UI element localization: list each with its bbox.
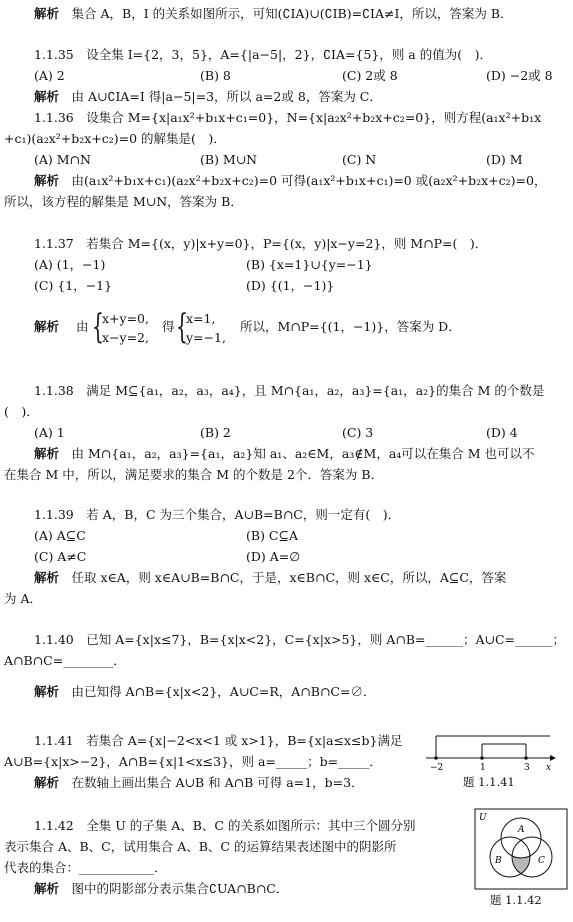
analysis-text-cont: 所以，该方程的解集是 M∪N，答案为 B．	[4, 194, 243, 209]
option-b: (B) 2	[200, 425, 231, 440]
analysis-mid: 得	[162, 319, 175, 334]
option-c: (C) N	[342, 152, 377, 167]
analysis-label: 解析	[34, 446, 60, 461]
question-stem-cont: +c₁)(a₂x²+b₂x+c₂)=0 的解集是( )．	[4, 131, 226, 146]
brace-right: {	[176, 307, 188, 347]
venn-diagram	[474, 808, 568, 890]
question-stem: 1.1.38 满足 M⊆{a₁，a₂，a₃，a₄}，且 M∩{a₁，a₂，a₃}={a₁，a₂}的集合 M 的个数是	[34, 383, 545, 398]
tick-label: 1	[480, 763, 486, 772]
option-b: (B) {x=1}∪{y=−1}	[246, 257, 373, 272]
tick-dot	[434, 756, 438, 760]
analysis-text: 图中的阴影部分表示集合∁UA∩B∩C．	[71, 881, 289, 896]
question-stem: 1.1.37 若集合 M={(x，y)|x+y=0}，P={(x，y)|x−y=2}，则 M∩P=( )．	[34, 236, 488, 251]
solution-eq-1: x=1,	[186, 311, 216, 326]
analysis-label: 解析	[34, 6, 60, 21]
brace-left: {	[92, 307, 104, 347]
question-stem: 1.1.36 设集合 M={x|a₁x²+b₁x+c₁=0}，N={x|a₂x²+b₂x+c₂=0}，则方程(a₁x²+b₁x	[34, 110, 542, 125]
question-stem: 1.1.40 已知 A={x|x≤7}，B={x|x<2}，C={x|x>5}，则 A∩B=______；A∪C=______；	[34, 632, 566, 647]
figure-caption: 题 1.1.42	[490, 893, 542, 907]
question-stem-cont: 表示集合 A、B、C，试用集合 A、B、C 的运算结果表述图中的阴影所	[4, 839, 397, 854]
option-d: (D) M	[486, 152, 523, 167]
analysis-label: 解析	[34, 570, 60, 585]
analysis-text-cont: 在集合 M 中，所以，满足要求的集合 M 的个数是 2个．答案为 B．	[4, 467, 384, 482]
tick-dot	[480, 756, 484, 760]
analysis-label: 解析	[34, 775, 60, 790]
analysis-line	[34, 684, 375, 700]
option-c: (C) 3	[342, 425, 374, 440]
option-a: (A) 1	[34, 425, 65, 440]
solution-eq-2: y=−1,	[186, 330, 226, 345]
question-stem: 1.1.41 若集合 A={x|−2<x<1 或 x>1}，B={x|a≤x≤b}满足	[34, 733, 403, 748]
analysis-label: 解析	[34, 319, 60, 334]
analysis-line	[34, 173, 546, 189]
analysis-text: 由已知得 A∩B={x|x<2}，A∪C=R，A∩B∩C=∅．	[71, 684, 376, 699]
question-stem: 1.1.35 设全集 I={2，3，5}，A={|a−5|，2}，∁IA={5}，则 a 的值为( )．	[34, 47, 492, 62]
option-c: (C) 2或 8	[342, 68, 398, 83]
analysis-label: 解析	[34, 684, 60, 699]
analysis-text: 由 A∪∁IA=I 得|a−5|=3，所以 a=2或 8，答案为 C．	[71, 89, 382, 104]
option-d: (D) {(1，−1)}	[246, 278, 335, 293]
question-stem: 1.1.39 若 A，B，C 为三个集合，A∪B=B∩C，则一定有( )．	[34, 507, 401, 522]
analysis-pre: 由	[76, 319, 89, 334]
analysis-text: 集合 A，B，I 的关系如图所示，可知(∁IA)∪(∁IB)=∁IA≠I，所以，答案为 B．	[71, 6, 513, 21]
option-a: (A) A⊆C	[34, 528, 86, 543]
option-b: (B) M∪N	[200, 152, 258, 167]
label-c: C	[538, 856, 545, 866]
label-a: A	[518, 825, 525, 835]
label-b: B	[495, 856, 502, 866]
option-b: (B) C⊆A	[246, 528, 298, 543]
number-line-figure	[422, 732, 562, 772]
analysis-line	[34, 881, 288, 897]
question-stem-cont: ( )．	[4, 404, 39, 419]
question-stem-cont: A∪B={x|x>−2}，A∩B={x|1<x≤3}，则 a=_____；b=_____．	[4, 754, 382, 769]
figure-caption: 题 1.1.41	[463, 775, 515, 789]
question-stem-cont: 代表的集合：____________．	[4, 860, 167, 875]
axis-label: x	[546, 763, 552, 772]
analysis-line	[34, 89, 382, 105]
analysis-line	[34, 6, 513, 22]
analysis-label: 解析	[34, 89, 60, 104]
option-a: (A) (1，−1)	[34, 257, 106, 272]
option-a: (A) 2	[34, 68, 65, 83]
option-b: (B) 8	[200, 68, 231, 83]
option-d: (D) 4	[486, 425, 518, 440]
option-c: (C) {1，−1}	[34, 278, 113, 293]
analysis-text: 由 M∩{a₁，a₂，a₃}={a₁，a₂}知 a₁、a₂∈M，a₃∉M，a₄可以在集合 M 也可以不	[71, 446, 535, 461]
analysis-text: 由(a₁x²+b₁x+c₁)(a₂x²+b₂x+c₂)=0 可得(a₁x²+b₁x+c₁)=0 或(a₂x²+b₂x+c₂)=0，	[71, 173, 547, 188]
axis-arrow-icon	[550, 755, 556, 761]
tick-label: 3	[524, 763, 530, 772]
tick-dot	[524, 756, 528, 760]
analysis-line	[34, 775, 364, 791]
option-c: (C) A≠C	[34, 549, 87, 564]
system-eq-2: x−y=2,	[102, 330, 149, 345]
label-u: U	[479, 813, 487, 823]
analysis-line	[34, 570, 506, 586]
option-d: (D) A=∅	[246, 549, 301, 564]
analysis-text: 在数轴上画出集合 A∪B 和 A∩B 可得 a=1，b=3．	[71, 775, 364, 790]
analysis-line	[34, 446, 535, 462]
option-d: (D) −2或 8	[486, 68, 553, 83]
tick-label: −2	[430, 763, 444, 772]
question-stem: 1.1.42 全集 U 的子集 A、B、C 的关系如图所示：其中三个圆分别	[34, 818, 416, 833]
question-stem-cont: A∩B∩C=________．	[4, 653, 126, 668]
analysis-post: 所以，M∩P={(1，−1)}，答案为 D．	[240, 319, 461, 334]
analysis-text-cont: 为 A．	[4, 591, 43, 606]
analysis-label: 解析	[34, 881, 60, 896]
option-a: (A) M∩N	[34, 152, 91, 167]
analysis-text: 任取 x∈A，则 x∈A∪B=B∩C，于是，x∈B∩C，则 x∈C，所以，A⊆C，答案	[71, 570, 507, 585]
analysis-label: 解析	[34, 173, 60, 188]
system-eq-1: x+y=0,	[102, 311, 149, 326]
